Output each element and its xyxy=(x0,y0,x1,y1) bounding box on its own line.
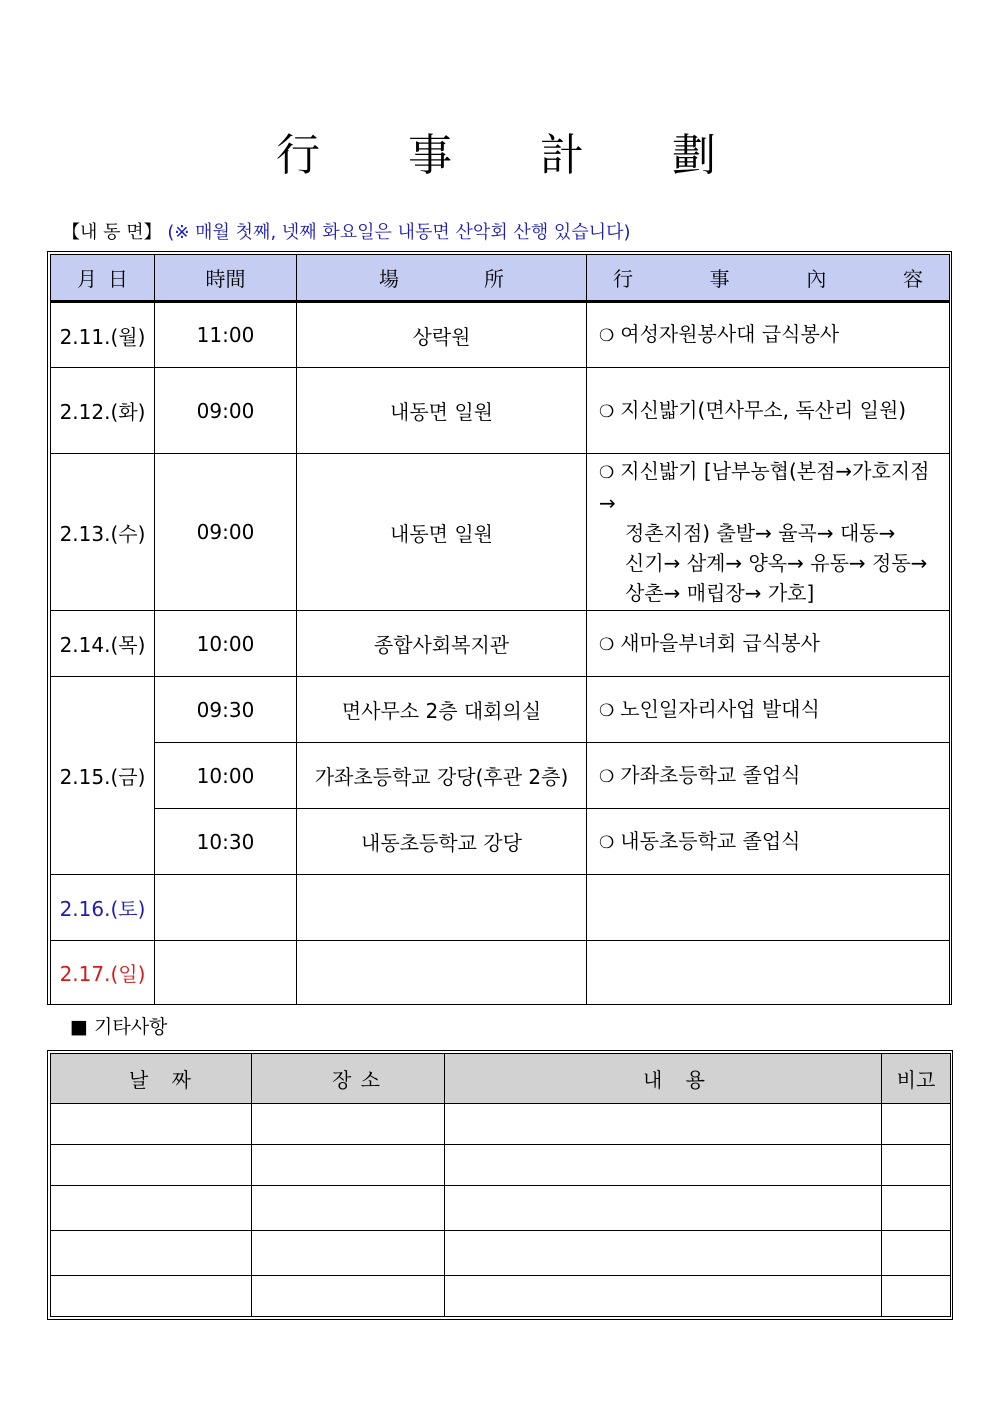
table-row xyxy=(51,1104,951,1145)
header-text: 內 xyxy=(806,267,827,291)
section-note: (※ 매월 첫째, 넷째 화요일은 내동면 산악회 산행 있습니다) xyxy=(167,222,631,243)
header-text: 소 xyxy=(360,1068,380,1092)
etc-cell xyxy=(882,1145,951,1186)
header-date xyxy=(51,255,155,302)
row-content xyxy=(587,368,950,454)
row-content xyxy=(587,611,950,677)
content-line: 가좌초등학교 졸업식 xyxy=(620,762,801,787)
row-time xyxy=(155,941,297,1005)
etc-cell xyxy=(445,1145,882,1186)
page-title xyxy=(0,128,992,184)
row-place: 면사무소 2층 대회의실 xyxy=(297,677,587,743)
header-time: 時間 xyxy=(155,255,297,302)
row-date: 2.15.(금) xyxy=(51,677,155,875)
etc-header-date xyxy=(51,1054,252,1104)
row-date: 2.14.(목) xyxy=(51,611,155,677)
header-text: 所 xyxy=(484,267,504,291)
row-content xyxy=(587,454,950,611)
header-text: 場 xyxy=(379,267,399,291)
row-content xyxy=(587,809,950,875)
header-text: 事 xyxy=(709,267,730,291)
row-place: 내동면 일원 xyxy=(297,454,587,611)
row-content xyxy=(587,743,950,809)
row-time: 09:00 xyxy=(155,454,297,611)
table-row xyxy=(51,941,950,1005)
row-date: 2.16.(토) xyxy=(51,875,155,941)
bullet-icon: ❍ xyxy=(599,463,615,483)
etc-cell xyxy=(882,1104,951,1145)
content-line: 새마을부녀회 급식봉사 xyxy=(620,630,820,655)
row-time: 10:30 xyxy=(155,809,297,875)
etc-cell xyxy=(882,1276,951,1317)
title-char: 計 xyxy=(540,130,584,181)
row-place: 내동초등학교 강당 xyxy=(297,809,587,875)
etc-cell xyxy=(252,1145,445,1186)
table-row xyxy=(51,809,950,875)
header-place xyxy=(297,255,587,302)
row-content xyxy=(587,941,950,1005)
row-place: 가좌초등학교 강당(후관 2층) xyxy=(297,743,587,809)
row-time: 10:00 xyxy=(155,743,297,809)
row-place: 상락원 xyxy=(297,302,587,368)
section-label: 【내 동 면】 xyxy=(62,222,162,243)
etc-cell xyxy=(445,1231,882,1276)
row-date: 2.11.(월) xyxy=(51,302,155,368)
bullet-icon: ❍ xyxy=(599,832,615,853)
bullet-icon: ❍ xyxy=(599,401,615,422)
bullet-icon: ❍ xyxy=(599,634,615,655)
etc-cell xyxy=(51,1186,252,1231)
row-time: 09:00 xyxy=(155,368,297,454)
etc-cell xyxy=(252,1276,445,1317)
header-text: 日 xyxy=(108,267,128,291)
etc-cell xyxy=(252,1186,445,1231)
etc-cell xyxy=(882,1186,951,1231)
table-row xyxy=(51,1276,951,1317)
header-text: 장 xyxy=(332,1068,352,1092)
row-content xyxy=(587,875,950,941)
row-date: 2.17.(일) xyxy=(51,941,155,1005)
content-line: 내동초등학교 졸업식 xyxy=(620,828,801,853)
content-line: 상촌→ 매립장→ 가호] xyxy=(625,581,815,605)
table-row xyxy=(51,743,950,809)
header-content xyxy=(587,255,950,302)
table-row xyxy=(51,875,950,941)
etc-cell xyxy=(445,1104,882,1145)
table-row xyxy=(51,302,950,368)
etc-cell xyxy=(51,1145,252,1186)
content-line: 노인일자리사업 발대식 xyxy=(620,696,820,721)
table-row xyxy=(51,611,950,677)
header-text: 용 xyxy=(685,1068,705,1092)
etc-label: ■ 기타사항 xyxy=(70,1016,168,1038)
header-text: 容 xyxy=(902,267,923,291)
schedule-table xyxy=(50,254,950,1005)
etc-cell xyxy=(51,1104,252,1145)
title-char: 劃 xyxy=(672,130,716,181)
bullet-icon: ❍ xyxy=(599,700,615,721)
table-row xyxy=(51,1186,951,1231)
header-text: 내 xyxy=(643,1068,663,1092)
table-row xyxy=(51,368,950,454)
title-char: 事 xyxy=(408,130,452,181)
table-row xyxy=(51,454,950,611)
row-place xyxy=(297,941,587,1005)
bullet-icon: ❍ xyxy=(599,326,615,346)
etc-table xyxy=(50,1053,951,1317)
row-content xyxy=(587,677,950,743)
bullet-icon: ❍ xyxy=(599,766,615,787)
etc-cell xyxy=(445,1186,882,1231)
etc-cell xyxy=(882,1231,951,1276)
row-date: 2.13.(수) xyxy=(51,454,155,611)
row-time: 11:00 xyxy=(155,302,297,368)
header-text: 짜 xyxy=(171,1068,191,1092)
etc-cell xyxy=(445,1276,882,1317)
row-place xyxy=(297,875,587,941)
content-line: 지신밟기 [남부농협(본점→가호지점→ xyxy=(599,459,930,515)
etc-header-content xyxy=(445,1054,882,1104)
row-content xyxy=(587,302,950,368)
title-char: 行 xyxy=(276,130,320,181)
etc-cell xyxy=(51,1276,252,1317)
content-line: 신기→ 삼계→ 양옥→ 유동→ 정동→ xyxy=(625,551,928,575)
row-time: 10:00 xyxy=(155,611,297,677)
etc-cell xyxy=(252,1104,445,1145)
etc-header-row xyxy=(51,1054,951,1104)
row-date: 2.12.(화) xyxy=(51,368,155,454)
header-text: 날 xyxy=(129,1068,149,1092)
row-time xyxy=(155,875,297,941)
table-row xyxy=(51,677,950,743)
header-text: 月 xyxy=(77,267,97,291)
header-text: 行 xyxy=(613,267,633,291)
etc-cell xyxy=(51,1231,252,1276)
content-line: 지신밟기(면사무소, 독산리 일원) xyxy=(620,397,907,422)
table-row xyxy=(51,1145,951,1186)
table-row xyxy=(51,1231,951,1276)
row-place: 종합사회복지관 xyxy=(297,611,587,677)
etc-header-note: 비고 xyxy=(882,1054,951,1104)
content-line: 여성자원봉사대 급식봉사 xyxy=(620,322,840,346)
content-line: 정촌지점) 출발→ 율곡→ 대동→ xyxy=(625,521,896,545)
row-time: 09:30 xyxy=(155,677,297,743)
row-place: 내동면 일원 xyxy=(297,368,587,454)
subtitle xyxy=(62,220,631,246)
etc-cell xyxy=(252,1231,445,1276)
etc-header-place xyxy=(252,1054,445,1104)
schedule-header-row xyxy=(51,255,950,302)
